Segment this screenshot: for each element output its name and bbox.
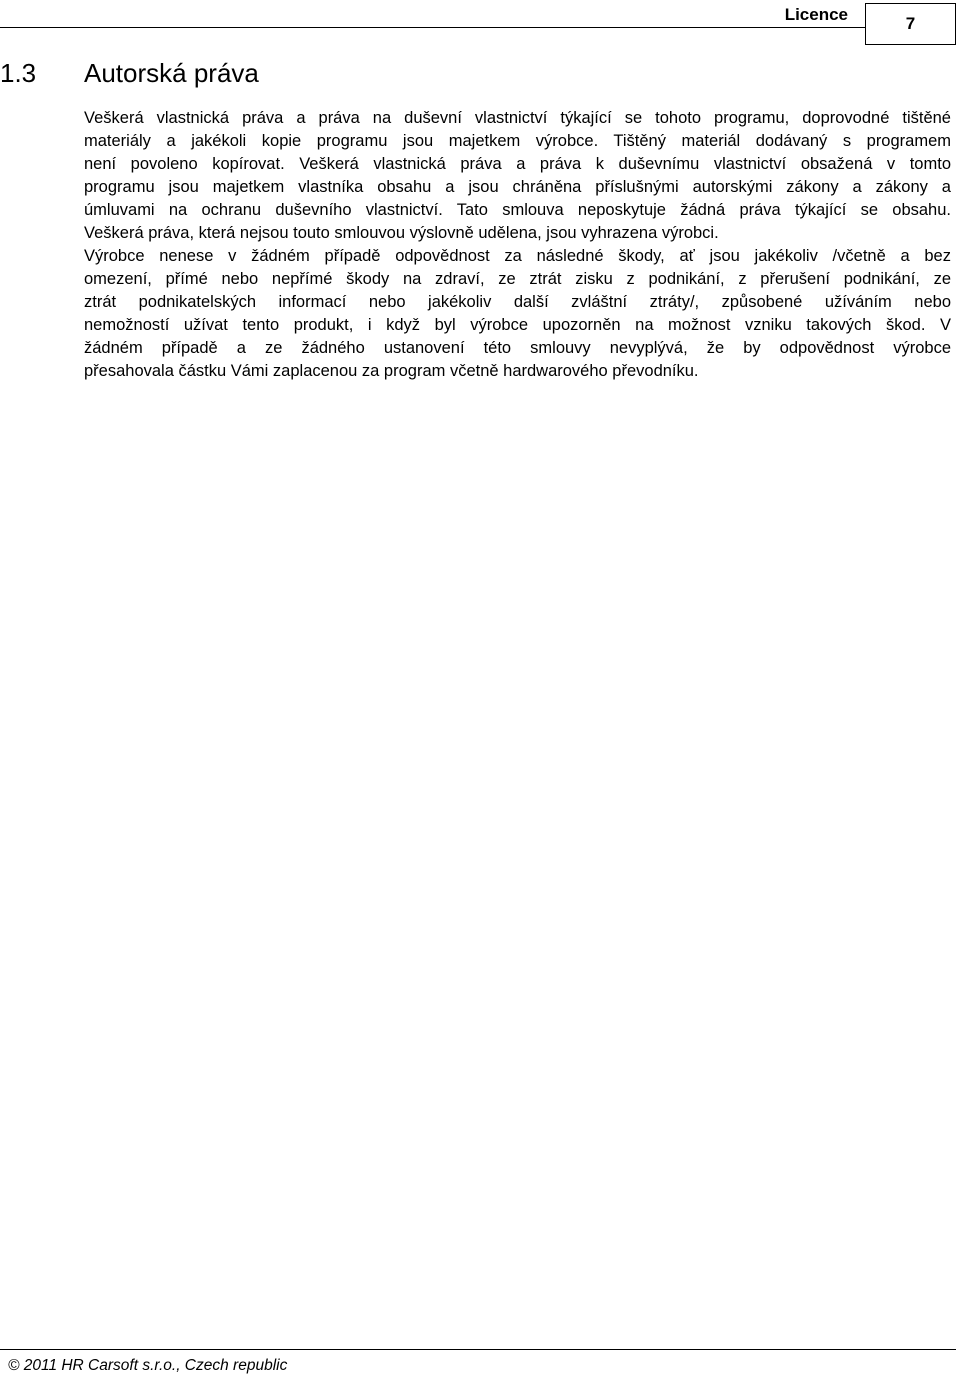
text-line: ztrát podnikatelských informací nebo jakékoliv další zvláštní ztráty/, způsobené užíváním nebo [84,293,951,311]
text-line: úmluvami na ochranu duševního vlastnictví. Tato smlouva neposkytuje žádná práva týkající se obsahu. [84,201,951,219]
page-number: 7 [905,14,916,33]
text-line: Výrobce nenese v žádném případě odpovědnost za následné škody, ať jsou jakékoliv /včetně a bez [84,247,951,265]
footer-rule [0,1349,956,1350]
page-number-box [865,3,956,45]
text-line: Veškerá práva, která nejsou touto smlouvou výslovně udělena, jsou vyhrazena výrobci. [84,224,719,242]
header-rule [0,27,866,28]
section-heading [0,57,259,89]
section-number: 1.3 [0,58,37,88]
text-line: Veškerá vlastnická práva a práva na duševní vlastnictví týkající se tohoto programu, doprovodné tištěné [84,109,951,127]
footer-copyright: © 2011 HR Carsoft s.r.o., Czech republic [8,1357,288,1374]
text-line: žádném případě a ze žádného ustanovení této smlouvy nevyplývá, že by odpovědnost výrobce [84,339,951,357]
text-line: materiály a jakékoli kopie programu jsou majetkem výrobce. Tištěný materiál dodávaný s programem [84,132,951,150]
section-title: Autorská práva [84,58,259,88]
running-header-chapter: Licence [784,5,848,24]
text-line: přesahovala částku Vámi zaplacenou za program včetně hardwarového převodníku. [84,362,699,380]
text-line: omezení, přímé nebo nepřímé škody na zdraví, ze ztrát zisku z podnikání, z přerušení podnikání, ze [84,270,951,288]
text-line: nemožností užívat tento produkt, i když byl výrobce upozorněn na možnost vzniku takových škod. V [84,316,951,334]
paragraph-liability [84,245,951,383]
text-line: programu jsou majetkem vlastníka obsahu a jsou chráněna příslušnými autorskými zákony a zákony a [84,178,951,196]
paragraph-copyright [84,107,951,245]
text-line: není povoleno kopírovat. Veškerá vlastnická práva a práva k duševnímu vlastnictví obsažená v tomto [84,155,951,173]
body-text [84,107,951,383]
